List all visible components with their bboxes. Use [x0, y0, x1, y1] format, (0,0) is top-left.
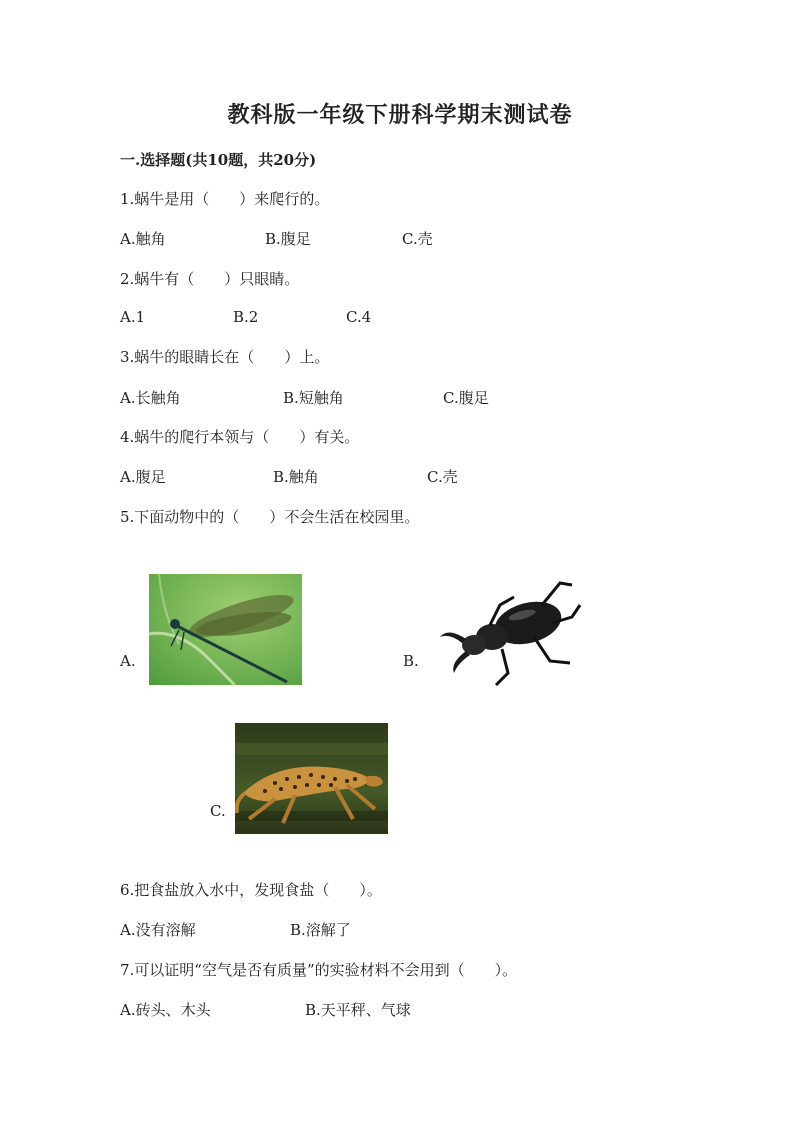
question-1: 1.蜗牛是用（ ）来爬行的。: [120, 190, 330, 208]
question-2-option-b: B.2: [233, 308, 259, 326]
question-5: 5.下面动物中的（ ）不会生活在校园里。: [120, 508, 420, 526]
question-6: 6.把食盐放入水中，发现食盐（ ）。: [120, 881, 382, 899]
question-1-option-b: B.腹足: [265, 230, 311, 248]
question-2: 2.蜗牛有（ ）只眼睛。: [120, 270, 300, 288]
question-1-option-a: A.触角: [120, 230, 166, 248]
question-3: 3.蜗牛的眼睛长在（ ）上。: [120, 348, 330, 366]
question-6-option-b: B.溶解了: [290, 921, 351, 939]
question-5-label-b: B.: [403, 652, 419, 670]
question-7-option-b: B.天平秤、气球: [305, 1001, 411, 1019]
question-7: 7.可以证明“空气是否有质量”的实验材料不会用到（ ）。: [120, 961, 518, 979]
question-4: 4.蜗牛的爬行本领与（ ）有关。: [120, 428, 360, 446]
question-1-option-c: C.壳: [402, 230, 433, 248]
section-heading: 一.选择题(共10题，共20分): [120, 151, 317, 169]
question-4-option-a: A.腹足: [120, 468, 166, 486]
question-2-option-c: C.4: [346, 308, 372, 326]
question-3-option-b: B.短触角: [283, 389, 344, 407]
question-7-option-a: A.砖头、木头: [120, 1001, 211, 1019]
stag-beetle-image: [430, 575, 583, 686]
question-3-option-a: A.长触角: [120, 389, 181, 407]
dragonfly-image: [149, 574, 302, 685]
question-6-option-a: A.没有溶解: [120, 921, 196, 939]
question-5-label-c: C.: [210, 802, 226, 820]
question-3-option-c: C.腹足: [443, 389, 489, 407]
page-title: 教科版一年级下册科学期末测试卷: [227, 102, 573, 128]
question-4-option-b: B.触角: [273, 468, 319, 486]
question-2-option-a: A.1: [120, 308, 146, 326]
question-5-label-a: A.: [120, 652, 136, 670]
cheetah-image: [235, 723, 388, 834]
question-4-option-c: C.壳: [427, 468, 458, 486]
